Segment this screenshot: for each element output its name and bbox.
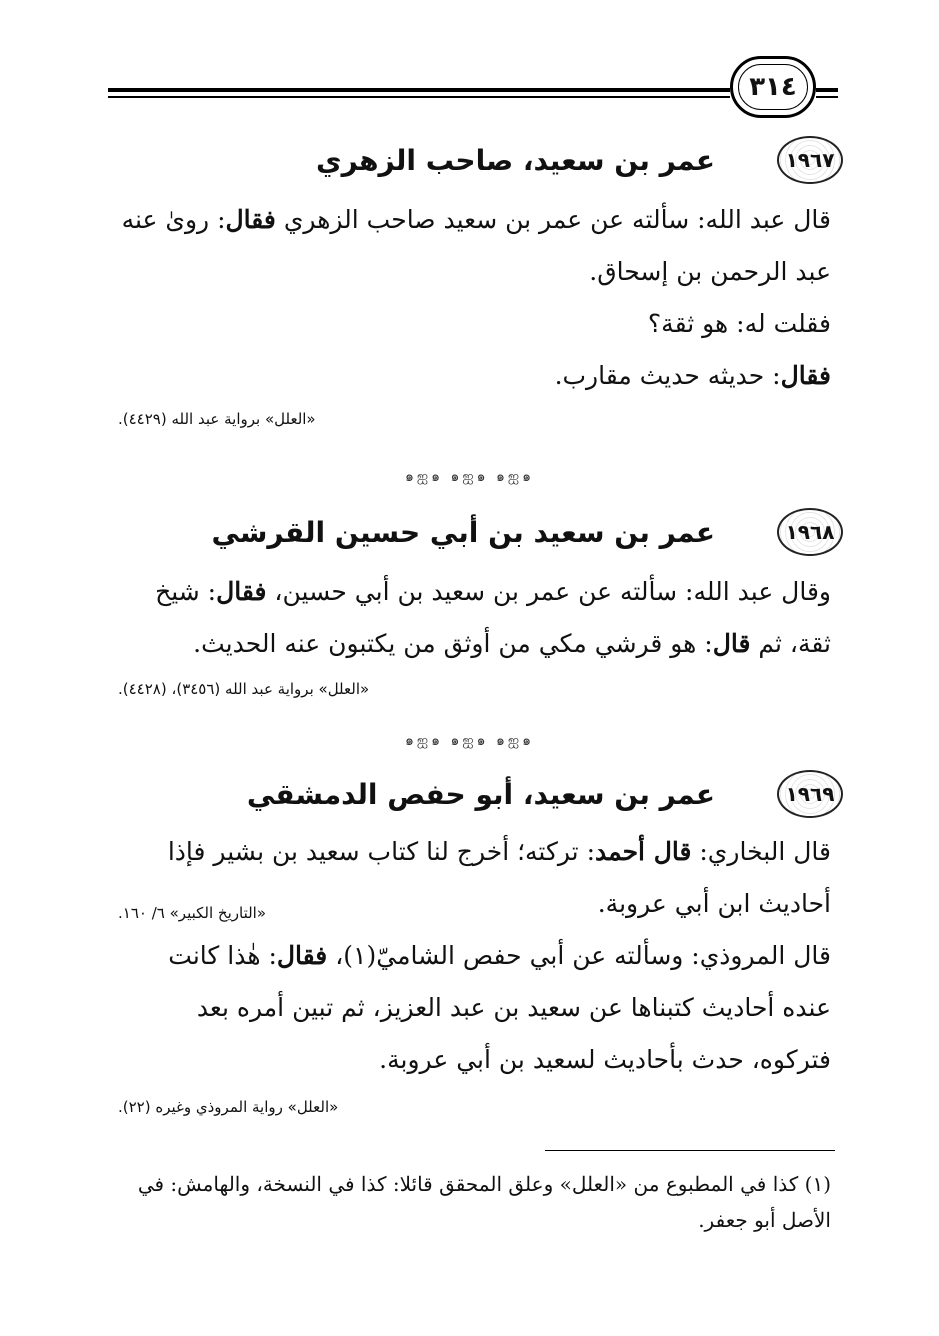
inline-source-citation: «التاريخ الكبير» ٦/ ١٦٠. [118,904,267,922]
entry-number: ١٩٦٧ [785,148,835,172]
text-line: قال المروذي: وسألته عن أبي حفص الشاميّ(١)، فقال: هٰذا كانت [168,941,831,970]
source-citation: «العلل» رواية المروذي وغيره (٢٢). [118,1098,339,1116]
entry-number-medallion [777,136,843,184]
source-citation: «العلل» برواية عبد الله (٤٤٢٩). [118,410,316,428]
text-line: فقلت له: هو ثقة؟ [647,309,831,338]
entry-number-medallion [777,508,843,556]
entry-title: عمر بن سعيد، أبو حفص الدمشقي [246,777,715,811]
page-number: ٣١٤ [749,72,797,102]
entry-1967-heading [316,136,843,184]
entry-1968-heading [212,508,843,556]
text-line: قال البخاري: قال أحمد: تركته؛ أخرج لنا كتاب سعيد بن بشير فإذا [167,837,831,866]
entry-number-medallion [777,770,843,818]
entry-number: ١٩٦٨ [785,520,835,544]
text-line: وقال عبد الله: سألته عن عمر بن سعيد بن أبي حسين، فقال: شيخ [155,577,831,606]
header-rule-thick [108,88,730,92]
entry-title: عمر بن سعيد، صاحب الزهري [315,143,715,177]
header-rule-thin [108,96,730,98]
text-line: فقال: حديثه حديث مقارب. [554,361,831,390]
text-line: أحاديث ابن أبي عروبة. [597,889,831,918]
section-divider-ornament: ๑ஐ๑ ๑ஐ๑ ๑ஐ๑ [405,469,534,485]
text-line: قال عبد الله: سألته عن عمر بن سعيد صاحب الزهري فقال: رویٰ عنه [121,205,831,234]
entry-1969-text [108,826,831,1086]
footnote-rule [545,1150,835,1151]
entry-1969-heading [247,770,843,818]
entry-1968-text [108,566,831,670]
header-rule-right [816,88,838,92]
entry-title: عمر بن سعيد بن أبي حسين القرشي [211,515,715,549]
text-line: ثقة، ثم قال: هو قرشي مكي من أوثق من يكتبون عنه الحديث. [193,629,831,658]
text-line: فتركوه، حدث بأحاديث لسعيد بن أبي عروبة. [379,1045,831,1074]
entry-number: ١٩٦٩ [785,782,835,806]
footnote: (١) كذا في المطبوع من «العلل» وعلق المحقق قائلا: كذا في النسخة، والهامش: في الأصل أبو جعفر. [137,1172,831,1232]
section-divider-ornament: ๑ஐ๑ ๑ஐ๑ ๑ஐ๑ [405,733,534,749]
source-citation: «العلل» برواية عبد الله (٣٤٥٦)، (٤٤٢٨). [118,680,370,698]
page-number-badge [730,56,816,118]
entry-1967-text [108,194,831,402]
text-line: عنده أحاديث كتبناها عن سعيد بن عبد العزيز، ثم تبين أمره بعد [196,993,831,1022]
text-line: عبد الرحمن بن إسحاق. [589,257,831,286]
header-rule-right-thin [816,96,838,98]
